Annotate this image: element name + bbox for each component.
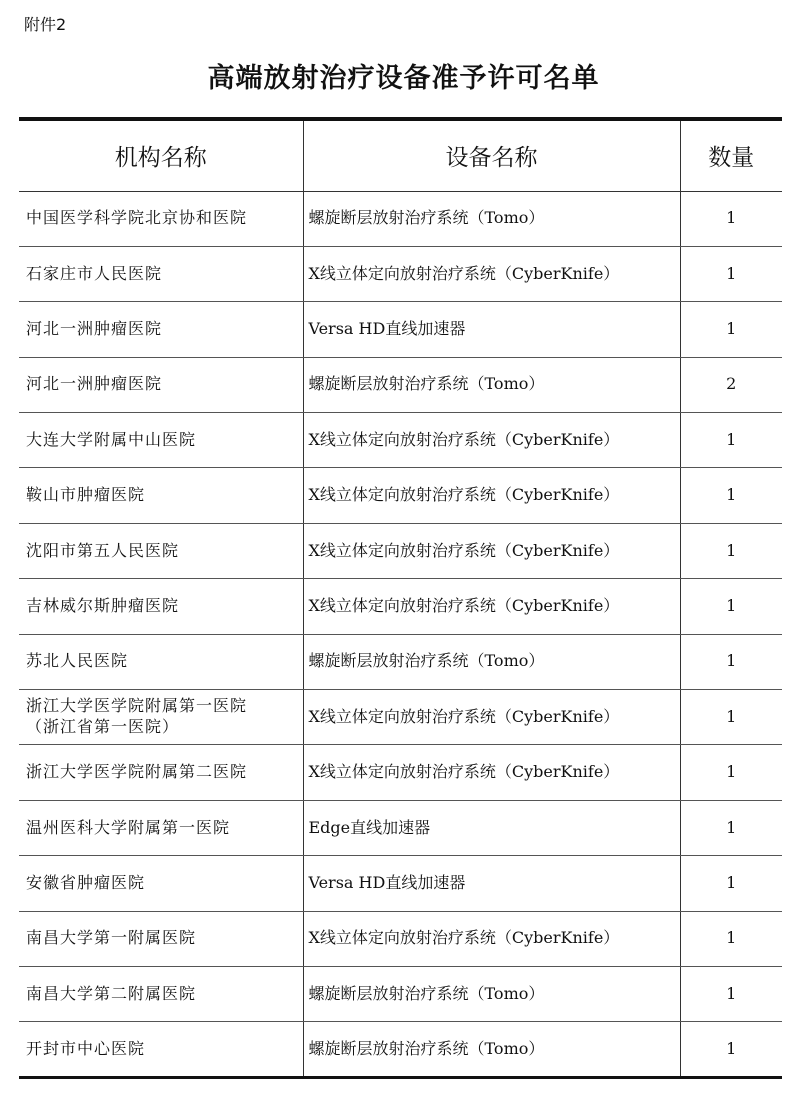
qty-cell: 1 bbox=[680, 745, 782, 800]
org-name: 开封市中心医院 bbox=[26, 1038, 146, 1058]
org-name: 南昌大学第一附属医院 bbox=[26, 928, 197, 948]
org-cell bbox=[19, 1022, 303, 1077]
table-row bbox=[19, 468, 782, 523]
table-row bbox=[19, 911, 782, 966]
org-name-secondary: （浙江省第一医院） bbox=[26, 717, 180, 737]
device-cell: X线立体定向放射治疗系统（CyberKnife） bbox=[303, 579, 680, 634]
qty-cell: 1 bbox=[680, 191, 782, 246]
device-cell: Versa HD直线加速器 bbox=[303, 856, 680, 911]
table-row bbox=[19, 523, 782, 578]
qty-cell: 1 bbox=[680, 911, 782, 966]
org-name: 苏北人民医院 bbox=[26, 651, 129, 671]
device-cell: Versa HD直线加速器 bbox=[303, 302, 680, 357]
device-cell: X线立体定向放射治疗系统（CyberKnife） bbox=[303, 468, 680, 523]
attachment-label: 附件2 bbox=[24, 15, 67, 34]
table-header bbox=[19, 119, 782, 191]
device-cell: 螺旋断层放射治疗系统（Tomo） bbox=[303, 966, 680, 1021]
org-cell bbox=[19, 800, 303, 855]
org-cell bbox=[19, 579, 303, 634]
table-row bbox=[19, 966, 782, 1021]
document-title: 高端放射治疗设备准予许可名单 bbox=[207, 63, 600, 94]
org-name: 南昌大学第二附属医院 bbox=[26, 983, 197, 1003]
qty-cell: 1 bbox=[680, 302, 782, 357]
qty-cell: 1 bbox=[680, 634, 782, 689]
org-cell bbox=[19, 690, 303, 745]
device-cell: 螺旋断层放射治疗系统（Tomo） bbox=[303, 634, 680, 689]
org-name: 浙江大学医学院附属第一医院 bbox=[26, 696, 248, 716]
org-cell bbox=[19, 246, 303, 301]
table-row bbox=[19, 357, 782, 412]
org-cell bbox=[19, 468, 303, 523]
table-row bbox=[19, 302, 782, 357]
qty-cell: 1 bbox=[680, 1022, 782, 1077]
device-cell: 螺旋断层放射治疗系统（Tomo） bbox=[303, 357, 680, 412]
org-cell bbox=[19, 745, 303, 800]
table-row bbox=[19, 856, 782, 911]
qty-cell: 1 bbox=[680, 523, 782, 578]
org-name: 石家庄市人民医院 bbox=[26, 263, 163, 283]
org-name: 温州医科大学附属第一医院 bbox=[26, 817, 231, 837]
qty-cell: 1 bbox=[680, 579, 782, 634]
header-org: 机构名称 bbox=[19, 119, 303, 191]
device-cell: 螺旋断层放射治疗系统（Tomo） bbox=[303, 191, 680, 246]
header-qty: 数量 bbox=[680, 119, 782, 191]
table-row bbox=[19, 191, 782, 246]
qty-cell: 1 bbox=[680, 246, 782, 301]
device-cell: X线立体定向放射治疗系统（CyberKnife） bbox=[303, 246, 680, 301]
header-device: 设备名称 bbox=[303, 119, 680, 191]
org-name: 浙江大学医学院附属第二医院 bbox=[26, 762, 248, 782]
device-cell: X线立体定向放射治疗系统（CyberKnife） bbox=[303, 690, 680, 745]
org-name: 安徽省肿瘤医院 bbox=[26, 872, 146, 892]
table-row bbox=[19, 579, 782, 634]
org-name: 沈阳市第五人民医院 bbox=[26, 540, 180, 560]
org-cell bbox=[19, 634, 303, 689]
org-name: 吉林威尔斯肿瘤医院 bbox=[26, 596, 180, 616]
org-cell bbox=[19, 191, 303, 246]
header-row bbox=[19, 119, 782, 191]
org-name: 河北一洲肿瘤医院 bbox=[26, 374, 163, 394]
table-row bbox=[19, 413, 782, 468]
org-name: 大连大学附属中山医院 bbox=[26, 429, 197, 449]
table-row bbox=[19, 745, 782, 800]
org-name: 鞍山市肿瘤医院 bbox=[26, 485, 146, 505]
table-row bbox=[19, 1022, 782, 1077]
permit-table bbox=[19, 117, 782, 1079]
device-cell: X线立体定向放射治疗系统（CyberKnife） bbox=[303, 911, 680, 966]
table-row bbox=[19, 246, 782, 301]
org-cell bbox=[19, 357, 303, 412]
table-row bbox=[19, 800, 782, 855]
org-name: 河北一洲肿瘤医院 bbox=[26, 319, 163, 339]
device-cell: X线立体定向放射治疗系统（CyberKnife） bbox=[303, 745, 680, 800]
qty-cell: 1 bbox=[680, 690, 782, 745]
qty-cell: 1 bbox=[680, 856, 782, 911]
device-cell: X线立体定向放射治疗系统（CyberKnife） bbox=[303, 523, 680, 578]
org-cell bbox=[19, 966, 303, 1021]
qty-cell: 1 bbox=[680, 800, 782, 855]
table-row bbox=[19, 690, 782, 745]
org-cell bbox=[19, 413, 303, 468]
qty-cell: 2 bbox=[680, 357, 782, 412]
org-cell bbox=[19, 911, 303, 966]
org-cell bbox=[19, 523, 303, 578]
org-cell bbox=[19, 302, 303, 357]
device-cell: 螺旋断层放射治疗系统（Tomo） bbox=[303, 1022, 680, 1077]
qty-cell: 1 bbox=[680, 413, 782, 468]
org-cell bbox=[19, 856, 303, 911]
device-cell: Edge直线加速器 bbox=[303, 800, 680, 855]
org-name: 中国医学科学院北京协和医院 bbox=[26, 208, 248, 228]
qty-cell: 1 bbox=[680, 966, 782, 1021]
table-body bbox=[19, 191, 782, 1077]
device-cell: X线立体定向放射治疗系统（CyberKnife） bbox=[303, 413, 680, 468]
table-row bbox=[19, 634, 782, 689]
qty-cell: 1 bbox=[680, 468, 782, 523]
